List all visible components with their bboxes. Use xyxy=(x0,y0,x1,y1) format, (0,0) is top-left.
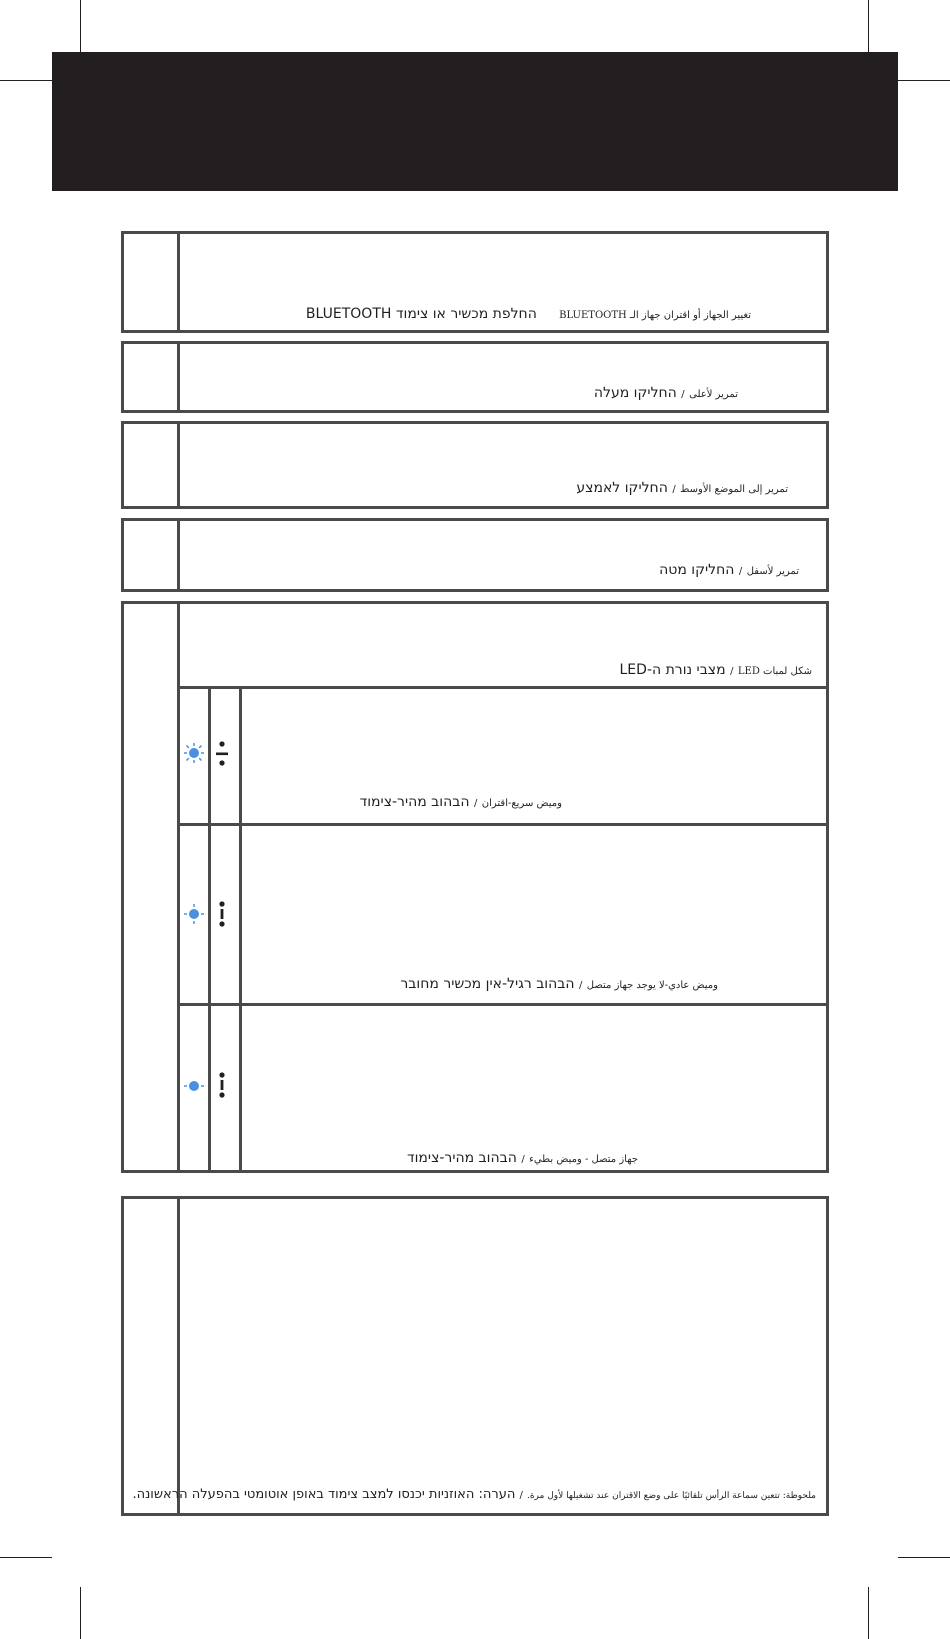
caption-separator: / xyxy=(521,1154,525,1165)
caption-separator: / xyxy=(519,1490,523,1501)
led-state-caption xyxy=(360,794,562,810)
led-fast-flash-icon xyxy=(182,741,206,765)
table-column-divider xyxy=(208,686,211,1170)
note-box xyxy=(121,1196,829,1516)
led-state-caption xyxy=(407,1150,638,1166)
caption-hebrew: הבהוב רגיל-אין מכשיר מחובר xyxy=(400,976,575,992)
led-state-caption xyxy=(400,976,718,992)
crop-mark xyxy=(0,80,52,81)
caption-arabic: جهاز متصل - وميض بطيء xyxy=(529,1154,638,1165)
crop-mark xyxy=(898,1557,950,1558)
caption-arabic: تمرير إلى الموضع الأوسط xyxy=(680,484,788,495)
table-divider xyxy=(180,686,826,689)
crop-mark xyxy=(898,80,950,81)
caption-hebrew: החלפת מכשיר או צימוד BLUETOOTH xyxy=(305,306,537,322)
caption-hebrew: החליקו מטה xyxy=(659,562,735,578)
table-divider xyxy=(180,1003,826,1006)
crop-mark xyxy=(0,1557,52,1558)
caption-arabic: تمرير لأعلى xyxy=(689,389,738,400)
led-normal-flash-icon xyxy=(183,903,205,925)
caption-hebrew: הבהוב מהיר-צימוד xyxy=(359,794,470,810)
crop-mark xyxy=(868,0,869,52)
caption-hebrew: הערה: האוזניות יכנסו למצב צימוד באופן אוטומטי בהפעלה הראשונה. xyxy=(132,1487,516,1502)
caption-separator: / xyxy=(578,980,583,991)
table-column-divider xyxy=(239,686,242,1170)
caption-hebrew: החליקו לאמצע xyxy=(576,480,668,496)
caption-separator: / xyxy=(730,666,734,677)
led-heading xyxy=(620,662,813,678)
crop-mark xyxy=(80,0,81,52)
crop-mark xyxy=(80,1587,81,1639)
instruction-box-slide-up xyxy=(121,341,829,413)
caption-separator: / xyxy=(738,566,743,577)
row-gutter xyxy=(124,521,180,589)
row-caption xyxy=(306,306,751,322)
blink-pattern-fast-icon xyxy=(214,741,230,767)
table-divider xyxy=(180,823,826,826)
row-gutter xyxy=(124,344,180,410)
row-caption xyxy=(659,562,799,578)
caption-arabic: ملحوظة: تتعين سماعة الرأس تلقائيًا على وضع الاقتران عند تشغيلها لأول مرة. xyxy=(526,1491,816,1501)
instruction-box-slide-middle xyxy=(121,421,829,509)
led-states-box xyxy=(121,601,829,1173)
row-caption xyxy=(576,480,788,496)
caption-arabic: وميض سريع-اقتران xyxy=(481,798,562,809)
blink-pattern-normal-icon xyxy=(214,901,230,927)
caption-arabic: تمرير لأسفل xyxy=(746,566,799,577)
caption-arabic: شكل لمبات LED xyxy=(737,666,812,677)
row-gutter xyxy=(124,234,180,330)
caption-separator: / xyxy=(672,484,676,495)
led-slow-flash-icon xyxy=(183,1078,205,1092)
caption-separator: / xyxy=(681,389,685,400)
row-caption xyxy=(594,385,738,401)
caption-separator: / xyxy=(473,798,478,809)
caption-arabic: وميض عادي-لا يوجد جهاز متصل xyxy=(586,980,718,991)
caption-hebrew: הבהוב מהיר-צימוד xyxy=(406,1150,517,1166)
caption-arabic: تغيير الجهاز أو اقتران جهاز الـ BLUETOOTH xyxy=(559,310,751,321)
row-gutter xyxy=(124,424,180,506)
row-gutter xyxy=(124,1199,180,1513)
instruction-box-device-switch xyxy=(121,231,829,333)
row-gutter xyxy=(124,604,180,1170)
caption-hebrew: החליקו מעלה xyxy=(593,385,677,401)
blink-pattern-slow-icon xyxy=(214,1072,230,1098)
crop-mark xyxy=(868,1587,869,1639)
instruction-box-slide-down xyxy=(121,518,829,592)
caption-hebrew: מצבי נורת ה-LED xyxy=(619,662,726,678)
note-caption xyxy=(132,1487,816,1502)
header-band xyxy=(52,52,898,191)
